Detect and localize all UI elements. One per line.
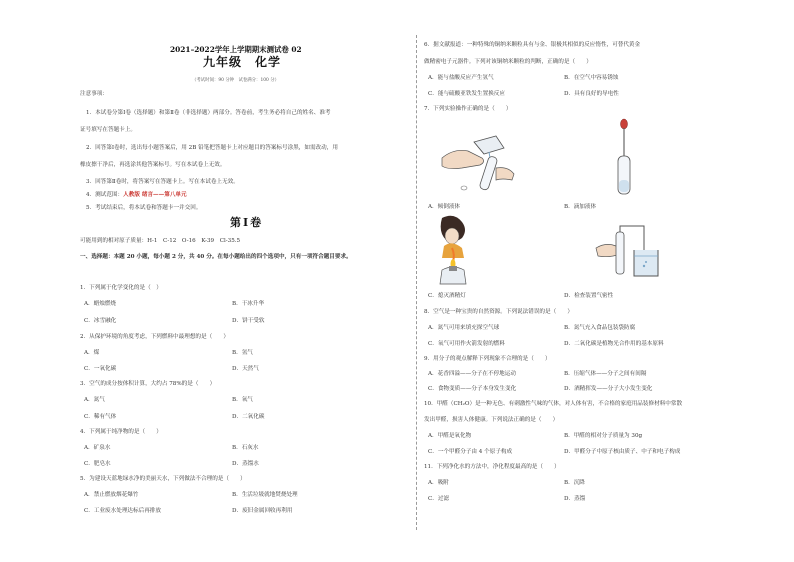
q10-option-a[interactable]: A．甲醛是氧化物	[428, 433, 472, 439]
question-11-stem: 11．下列净化水的方法中，净化程度最高的是（ ）	[424, 464, 560, 470]
q9-option-a[interactable]: A．花香四溢——分子在不停地运动	[428, 371, 516, 377]
q8-option-b[interactable]: B．氮气充入食品包装袋防腐	[564, 325, 636, 331]
q4-option-c[interactable]: C．肥皂水	[84, 461, 111, 467]
question-10-stem-line1: 10．甲醛（CH₂O）是一种无色、有刺激性气味的气体，对人体有害，不合格的家庭用品装修材料中常散	[424, 401, 683, 407]
q6-option-b[interactable]: B．在空气中容易锈蚀	[564, 75, 619, 81]
q3-option-a[interactable]: A．氮气	[84, 397, 105, 403]
question-10-stem-line2: 发出甲醛，损害人体健康。下列说法正确的是（ ）	[424, 417, 559, 423]
q8-option-a[interactable]: A．氮气可用来填充探空气球	[428, 325, 500, 331]
question-5-stem: 5．为建设天蓝地绿水净的美丽天水，下列做法不合理的是（ ）	[80, 476, 246, 482]
q4-option-a[interactable]: A．矿泉水	[84, 445, 111, 451]
q11-option-b[interactable]: B．沉降	[564, 480, 585, 486]
exam-title: 2021–2022学年上学期期末测试卷 02	[170, 45, 302, 54]
q10-option-c[interactable]: C．一个甲醛分子由 4 个原子构成	[428, 449, 513, 455]
q5-option-c[interactable]: C．工业废水处理达标后再排放	[84, 508, 161, 514]
question-9-stem: 9．用分子的观点解释下列现象不合理的是（ ）	[424, 356, 551, 362]
note-line-5: 3．回答第Ⅱ卷时，将答案写在答题卡上。写在本试卷上无效。	[86, 179, 239, 185]
question-1-stem: 1．下列属于化学变化的是（ ）	[80, 285, 162, 291]
question-3-stem: 3．空气的成分按体积计算，大约占 78%的是（ ）	[80, 381, 216, 387]
q4-option-b[interactable]: B．石灰水	[232, 445, 259, 451]
column-divider	[416, 35, 417, 530]
q7-option-b[interactable]: B．滴加液体	[564, 204, 597, 210]
q7-option-a[interactable]: A．倾倒液体	[428, 204, 461, 210]
q6-option-a[interactable]: A．能与盐酸反应产生氢气	[428, 75, 494, 81]
note-line-6: 5．考试结束后，将本试卷和答题卡一并交回。	[86, 205, 202, 211]
q10-option-d[interactable]: D．甲醛分子中原子核由质子、中子和电子构成	[564, 449, 681, 455]
q3-option-b[interactable]: B．氧气	[232, 397, 253, 403]
q11-option-a[interactable]: A．吸附	[428, 480, 449, 486]
q11-option-c[interactable]: C．过滤	[428, 496, 450, 502]
q1-option-a[interactable]: A．蜡烛燃烧	[84, 301, 117, 307]
section-instruction: 一、选择题：本题 20 小题，每小题 2 分，共 40 分。在每小题给出的四个选项中，只有一项符合题目要求。	[80, 254, 352, 260]
question-7-stem: 7．下列实验操作正确的是（ ）	[424, 106, 512, 112]
q11-option-d[interactable]: D．蒸馏	[564, 496, 586, 502]
q1-option-b[interactable]: B．干冰升华	[232, 301, 265, 307]
q2-option-a[interactable]: A．煤	[84, 350, 100, 356]
q7-option-c[interactable]: C．熄灭酒精灯	[428, 293, 466, 299]
q2-option-c[interactable]: C．一氧化碳	[84, 366, 117, 372]
q2-option-d[interactable]: D．天然气	[232, 366, 259, 372]
notes-heading: 注意事项：	[80, 91, 108, 97]
note-line-4: 橡皮擦干净后，再选涂其他答案标号。写在本试卷上无效。	[80, 162, 226, 168]
q1-option-d[interactable]: D．饼干受软	[232, 318, 265, 324]
q6-option-c[interactable]: C．能与硫酸亚铁发生置换反应	[428, 91, 505, 97]
note-line-3: 2．回答第Ⅰ卷时，选出每小题答案后，用 2B 铅笔把答题卡上对应题目的答案标号涂黑，如需改动，用	[86, 145, 338, 151]
q6-option-d[interactable]: D．具有良好的导电性	[564, 91, 619, 97]
question-8-stem: 8．空气是一种宝贵的自然资源。下列说法错误的是（ ）	[424, 309, 573, 315]
q9-option-d[interactable]: D．酒精挥发——分子大小发生变化	[564, 386, 653, 392]
q8-option-d[interactable]: D．二氧化碳是植物光合作用的基本原料	[564, 341, 664, 347]
q10-option-b[interactable]: B．甲醛的相对分子质量为 30g	[564, 433, 643, 439]
q4-option-d[interactable]: D．蒸馏水	[232, 461, 259, 467]
figure-pouring-liquid	[434, 118, 524, 198]
q1-option-c[interactable]: C．冰雪融化	[84, 318, 117, 324]
q8-option-c[interactable]: C．氧气可用作火箭发射的燃料	[428, 341, 505, 347]
q9-option-b[interactable]: B．压缩气体——分子之间有间隔	[564, 371, 647, 377]
exam-info: （考试时间：90 分钟 试卷满分：100 分）	[192, 78, 280, 83]
figure-dropper	[592, 118, 652, 198]
scope-prefix: 4．测试范围：	[86, 192, 124, 198]
atomic-masses: 可能用到的相对原子质量：H-1 C-12 O-16 K-39 Cl-35.5	[80, 238, 241, 244]
question-6-stem-line1: 6．据文献报道：一种特殊的铜纳米颗粒具有与金、银极其相似的反应惰性，可替代黄金	[424, 42, 641, 48]
q7-option-d[interactable]: D．检查装置气密性	[564, 293, 614, 299]
q5-option-a[interactable]: A．禁止燃放烟花爆竹	[84, 492, 139, 498]
figure-alcohol-lamp	[432, 214, 477, 289]
q9-option-c[interactable]: C．食物变质——分子本身发生变化	[428, 386, 517, 392]
subject-title: 九年级 化学	[203, 55, 282, 69]
scope-value: 人教版 绪言——第八单元	[123, 192, 187, 198]
q3-option-c[interactable]: C．稀有气体	[84, 414, 117, 420]
figure-airtightness-check	[592, 222, 672, 282]
q2-option-b[interactable]: B．氢气	[232, 350, 253, 356]
note-scope	[86, 192, 187, 199]
q5-option-d[interactable]: D．废旧金属回收再利用	[232, 508, 293, 514]
q3-option-d[interactable]: D．二氧化碳	[232, 414, 265, 420]
q5-option-b[interactable]: B．生活垃圾就地焚烧处理	[232, 492, 298, 498]
question-2-stem: 2．从保护环境的角度考虑，下列燃料中最理想的是（ ）	[80, 334, 229, 340]
question-6-stem-line2: 做精密电子元器件。下列对该铜纳米颗粒的判断，正确的是（ ）	[424, 59, 592, 65]
question-4-stem: 4．下列属于纯净物的是（ ）	[80, 429, 162, 435]
note-line-2: 证号填写在答题卡上。	[80, 127, 136, 133]
section-title: 第Ⅰ卷	[230, 216, 264, 229]
note-line-1: 1．本试卷分第Ⅰ卷（选择题）和第Ⅱ卷（非选择题）两部分。答卷前，考生务必将自己的姓名、准考	[86, 110, 331, 116]
